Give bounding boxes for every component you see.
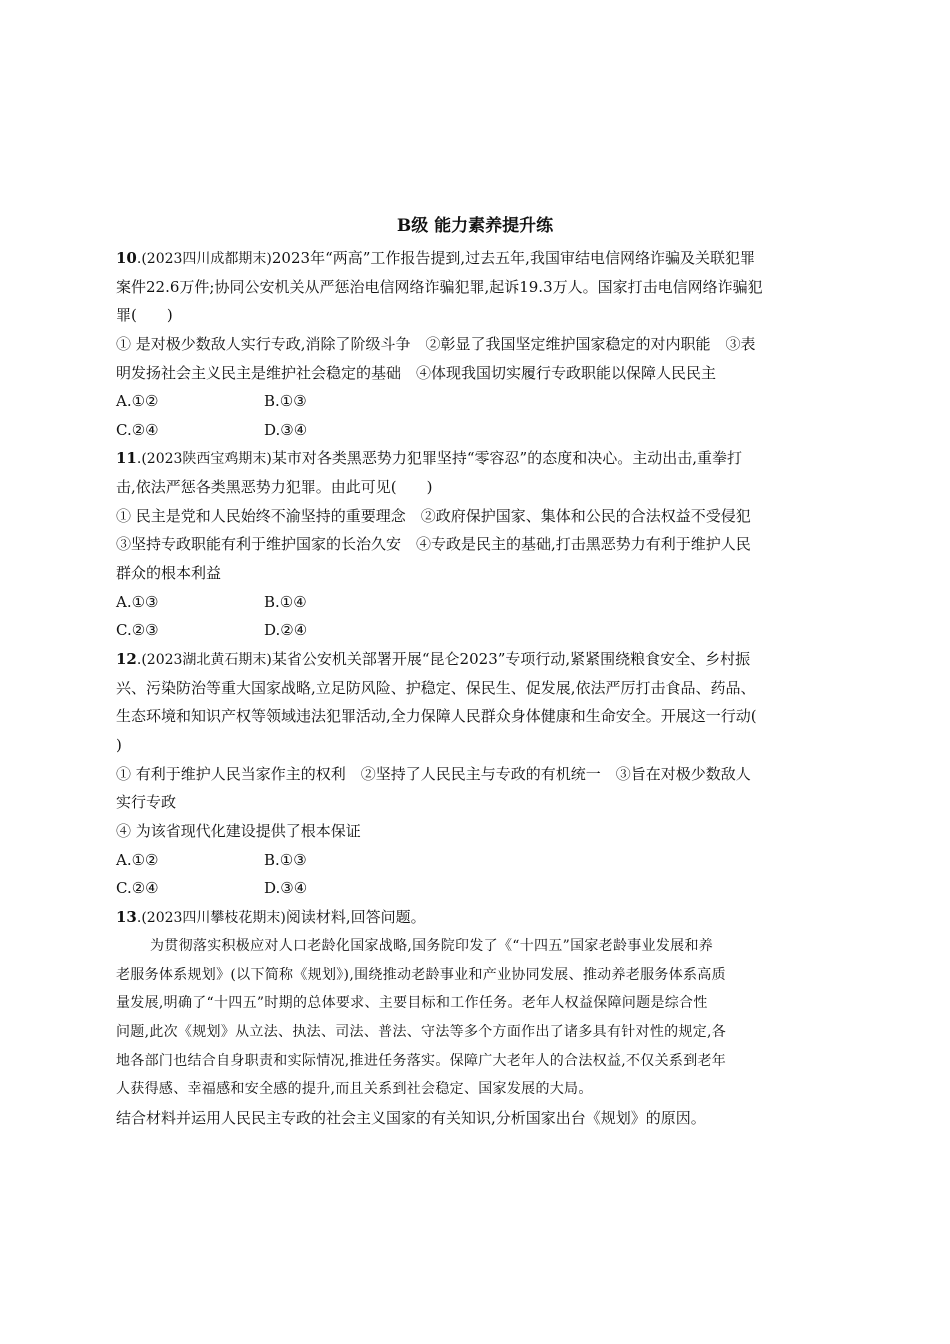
q12-option-d[interactable]: D.③④ [264,879,308,897]
q12-option-c[interactable]: C.②④ [116,879,159,897]
q12-statements-2: 实行专政 [116,793,177,811]
q13-material-4: 问题,此次《规划》从立法、执法、司法、普法、守法等多个方面作出了诸多具有针对性的规定,各 [116,1024,727,1040]
section-title: B级 能力素养提升练 [396,216,554,236]
q11-option-a[interactable]: A.①③ [116,593,159,611]
q12-source: .(2023湖北黄石期末) [136,652,272,668]
q12-statements-1: ① 有利于维护人民当家作主的权利 ②坚持了人民民主与专政的有机统一 ③旨在对极少数敌人 [116,765,751,783]
q12-stem-2: 兴、污染防治等重大国家战略,立足防风险、护稳定、保民生、促发展,依法严厉打击食品、药品、 [116,679,756,697]
q13-material-1: 为贯彻落实积极应对人口老龄化国家战略,国务院印发了《“十四五”国家老龄事业发展和养 [150,938,714,954]
q13-material-3: 量发展,明确了“十四五”时期的总体要求、主要目标和工作任务。老年人权益保障问题是综合性 [116,995,708,1011]
q12-line-1 [116,647,836,672]
q11-number: 11 [116,449,137,467]
q11-stem-1: 某市对各类黑恶势力犯罪坚持“零容忍”的态度和决心。主动出击,重拳打 [271,449,742,467]
q10-stem-3: 罪( ) [116,306,173,324]
q11-option-c[interactable]: C.②③ [116,621,159,639]
q12-option-b[interactable]: B.①③ [264,851,307,869]
q12-stem-4: ) [116,736,122,754]
q13-source: .(2023四川攀枝花期末) [136,910,286,926]
q10-option-c[interactable]: C.②④ [116,421,159,439]
q11-source: .(2023陕西宝鸡期末) [136,451,272,467]
q12-number: 12 [116,650,137,668]
q10-statements-1: ① 是对极少数敌人实行专政,消除了阶级斗争 ②彰显了我国坚定维护国家稳定的对内职能 ③表 [116,335,756,353]
q11-statements-1: ① 民主是党和人民始终不渝坚持的重要理念 ②政府保护国家、集体和公民的合法权益不受侵犯 [116,507,751,525]
q10-stem-1: 2023年“两高”工作报告提到,过去五年,我国审结电信网络诈骗及关联犯罪 [271,249,755,267]
q12-stem-3: 生态环境和知识产权等领域违法犯罪活动,全力保障人民群众身体健康和生命安全。开展这一行动( [116,707,757,725]
q10-stem-2: 案件22.6万件;协同公安机关从严惩治电信网络诈骗犯罪,起诉19.3万人。国家打击电信网络诈骗犯 [116,278,763,296]
q13-material-5: 地各部门也结合自身职责和实际情况,推进任务落实。保障广大老年人的合法权益,不仅关系到老年 [116,1053,727,1069]
q11-line-1 [116,446,836,471]
q13-material-6: 人获得感、幸福感和安全感的提升,而且关系到社会稳定、国家发展的大局。 [116,1081,593,1097]
q10-option-a[interactable]: A.①② [116,392,159,410]
q10-number: 10 [116,249,137,267]
q12-option-a[interactable]: A.①② [116,851,159,869]
q10-option-d[interactable]: D.③④ [264,421,308,439]
q13-intro: 阅读材料,回答问题。 [285,908,426,926]
q12-stem-1: 某省公安机关部署开展“昆仑2023”专项行动,紧紧围绕粮食安全、乡村振 [271,650,751,668]
q11-statements-2: ③坚持专政职能有利于维护国家的长治久安 ④专政是民主的基础,打击黑恶势力有利于维护人民 [116,535,751,553]
q13-task: 结合材料并运用人民民主专政的社会主义国家的有关知识,分析国家出台《规划》的原因。 [116,1109,706,1127]
q11-statements-3: 群众的根本利益 [116,564,222,582]
q11-stem-2: 击,依法严惩各类黑恶势力犯罪。由此可见( ) [116,478,433,496]
q12-statements-3: ④ 为该省现代化建设提供了根本保证 [116,822,361,840]
q13-material-2: 老服务体系规划》(以下简称《规划》),围绕推动老龄事业和产业协同发展、推动养老服务体系高质 [116,967,726,983]
q10-line-1 [116,246,836,271]
q11-option-b[interactable]: B.①④ [264,593,307,611]
q13-number: 13 [116,908,137,926]
q10-statements-2: 明发扬社会主义民主是维护社会稳定的基础 ④体现我国切实履行专政职能以保障人民民主 [116,364,717,382]
q11-option-d[interactable]: D.②④ [264,621,308,639]
q13-line-1 [116,905,836,930]
q10-source: .(2023四川成都期末) [136,251,272,267]
q10-option-b[interactable]: B.①③ [264,392,307,410]
